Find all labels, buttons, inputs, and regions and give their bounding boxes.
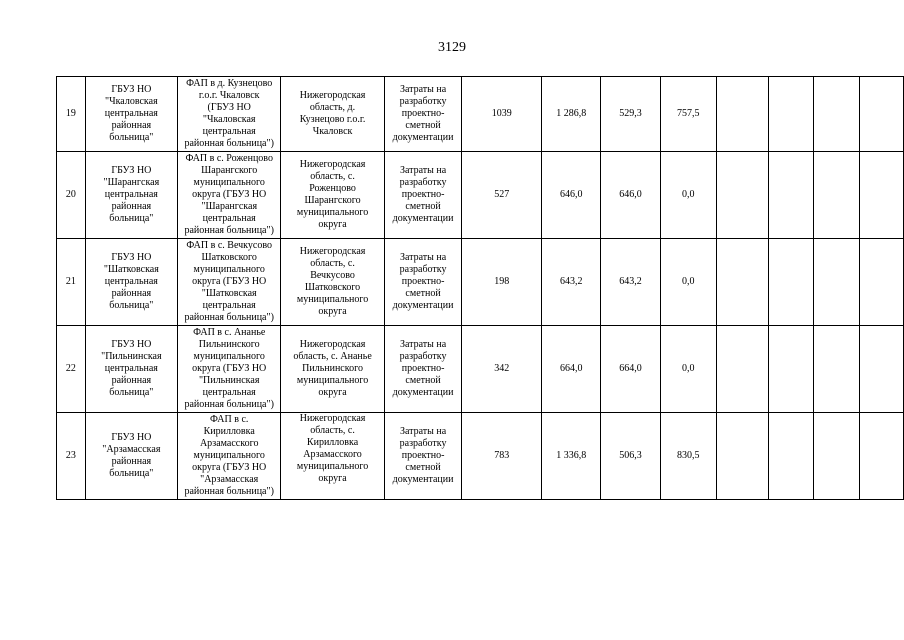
table-row (57, 77, 904, 152)
empty-cell (768, 413, 813, 500)
location-cell: Нижегородская область, с. Ананье Пильнинского муниципального округа (281, 326, 384, 413)
empty-cell (859, 326, 903, 413)
object-cell: ФАП в с. Роженцово Шарангского муниципального округа (ГБУЗ НО "Шарангская центральная районная больница") (178, 152, 281, 239)
empty-cell (716, 239, 768, 326)
row-number: 20 (57, 152, 86, 239)
purpose-cell: Затраты на разработку проектно- сметной документации (384, 239, 462, 326)
table-row (57, 239, 904, 326)
empty-cell (813, 239, 859, 326)
empty-cell (768, 152, 813, 239)
object-cell: ФАП в д. Кузнецово г.о.г. Чкаловск (ГБУЗ НО "Чкаловская центральная районная больница") (178, 77, 281, 152)
object-cell: ФАП в с. Вечкусово Шатковского муниципального округа (ГБУЗ НО "Шатковская центральная районная больница") (178, 239, 281, 326)
empty-cell (813, 326, 859, 413)
purpose-cell: Затраты на разработку проектно- сметной документации (384, 152, 462, 239)
row-number: 22 (57, 326, 86, 413)
row-number: 23 (57, 413, 86, 500)
location-cell: Нижегородская область, д. Кузнецово г.о.г. Чкаловск (281, 77, 384, 152)
value-cell-3: 643,2 (601, 239, 660, 326)
value-cell-4: 830,5 (660, 413, 716, 500)
row-number: 21 (57, 239, 86, 326)
empty-cell (716, 77, 768, 152)
value-cell-3: 529,3 (601, 77, 660, 152)
organization-cell: ГБУЗ НО "Шарангская центральная районная больница" (85, 152, 177, 239)
empty-cell (859, 239, 903, 326)
table-row (57, 413, 904, 500)
empty-cell (859, 77, 903, 152)
empty-cell (859, 413, 903, 500)
location-cell: Нижегородская область, с. Кирилловка Арзамасского муниципального округа (281, 413, 384, 500)
purpose-cell: Затраты на разработку проектно- сметной документации (384, 326, 462, 413)
page-number: 3129 (438, 40, 466, 55)
value-cell-1: 342 (462, 326, 542, 413)
object-cell: ФАП в с. Кирилловка Арзамасского муниципального округа (ГБУЗ НО "Арзамасская районная больница") (178, 413, 281, 500)
empty-cell (859, 152, 903, 239)
empty-cell (768, 326, 813, 413)
empty-cell (716, 413, 768, 500)
object-cell: ФАП в с. Ананье Пильнинского муниципального округа (ГБУЗ НО "Пильнинская центральная районная больница") (178, 326, 281, 413)
row-number: 19 (57, 77, 86, 152)
value-cell-2: 643,2 (542, 239, 601, 326)
value-cell-3: 664,0 (601, 326, 660, 413)
empty-cell (716, 152, 768, 239)
value-cell-4: 0,0 (660, 326, 716, 413)
value-cell-2: 646,0 (542, 152, 601, 239)
purpose-cell: Затраты на разработку проектно- сметной документации (384, 77, 462, 152)
purpose-cell: Затраты на разработку проектно- сметной документации (384, 413, 462, 500)
value-cell-4: 0,0 (660, 152, 716, 239)
empty-cell (813, 413, 859, 500)
table-row (57, 152, 904, 239)
value-cell-2: 664,0 (542, 326, 601, 413)
organization-cell: ГБУЗ НО "Чкаловская центральная районная больница" (85, 77, 177, 152)
value-cell-4: 757,5 (660, 77, 716, 152)
empty-cell (813, 152, 859, 239)
value-cell-1: 527 (462, 152, 542, 239)
value-cell-1: 1039 (462, 77, 542, 152)
value-cell-1: 783 (462, 413, 542, 500)
value-cell-2: 1 286,8 (542, 77, 601, 152)
location-cell: Нижегородская область, с. Роженцово Шарангского муниципального округа (281, 152, 384, 239)
empty-cell (813, 77, 859, 152)
budget-table (56, 76, 904, 500)
value-cell-2: 1 336,8 (542, 413, 601, 500)
value-cell-3: 646,0 (601, 152, 660, 239)
value-cell-4: 0,0 (660, 239, 716, 326)
organization-cell: ГБУЗ НО "Шатковская центральная районная больница" (85, 239, 177, 326)
empty-cell (768, 77, 813, 152)
organization-cell: ГБУЗ НО "Арзамасская районная больница" (85, 413, 177, 500)
location-cell: Нижегородская область, с. Вечкусово Шатковского муниципального округа (281, 239, 384, 326)
value-cell-3: 506,3 (601, 413, 660, 500)
empty-cell (716, 326, 768, 413)
empty-cell (768, 239, 813, 326)
organization-cell: ГБУЗ НО "Пильнинская центральная районная больница" (85, 326, 177, 413)
value-cell-1: 198 (462, 239, 542, 326)
table-row (57, 326, 904, 413)
